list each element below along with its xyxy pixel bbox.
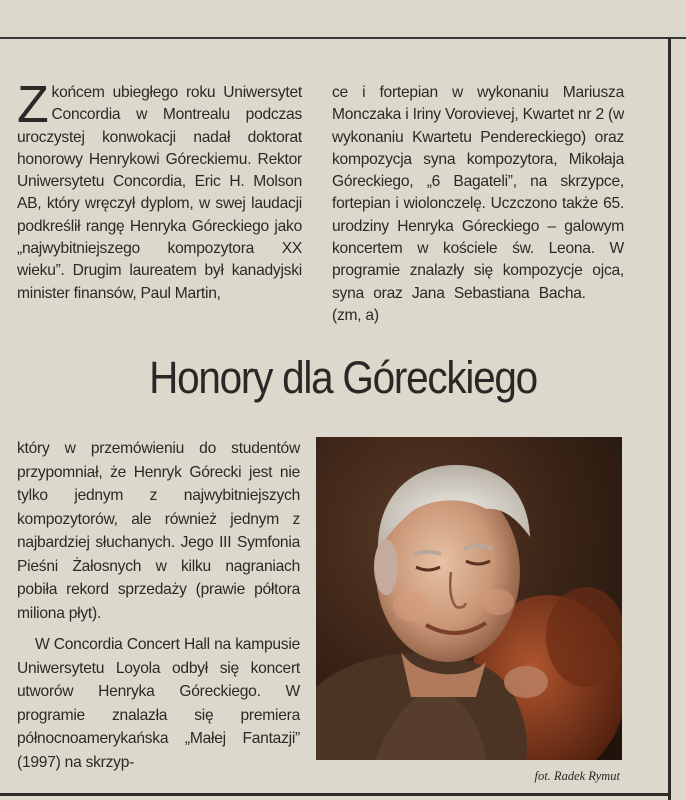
article-column-top-right bbox=[332, 82, 624, 327]
right-border-rule bbox=[668, 37, 671, 800]
drop-cap: Z bbox=[17, 76, 49, 134]
article-paragraph: który w przemówieniu do studentów przypomniał, że Henryk Górecki jest nie tylko jednym z najwybitniejszych kompozytorów, ale również jednym z najbardziej słuchanych. Jego III Symfonia Pieśni Żałosnych w kilku nagraniach pobiła rekord sprzedaży (prawie półtora miliona płyt). bbox=[17, 440, 300, 622]
article-headline: Honory dla Góreckiego bbox=[149, 352, 537, 403]
photo-caption: fot. Radek Rymut bbox=[534, 769, 620, 783]
article-paragraph: W Concordia Concert Hall na kampusie Uniwersytetu Loyola odbył się koncert utworów Henryka Góreckiego. W programie znalazła się premiera północnoamerykańska „Małej Fantazji” (1997) na skrzyp- bbox=[17, 636, 300, 771]
bottom-border-rule bbox=[0, 793, 670, 796]
article-text-continuation: ce i fortepian w wykonaniu Mariusza Monczaka i Iriny Vorovievej, Kwartet nr 2 (w wykonaniu Kwartetu Pendereckiego) oraz kompozycja syna kompozytora, Mikołaja Góreckiego, „6 Bagateli”, na skrzypce, fortepian i wiolonczelę. Uczczono także 65. urodziny Henryka Góreckiego – galowym koncertem w kościele św. Leona. W programie znalazły się kompozycje ojca, syna oraz Jana Sebastiana Bacha. bbox=[332, 84, 624, 302]
article-column-top-left bbox=[17, 76, 302, 305]
portrait-photo bbox=[316, 437, 622, 760]
top-border-rule bbox=[0, 37, 686, 39]
portrait-photo-illustration bbox=[316, 437, 622, 760]
author-signature: (zm, a) bbox=[332, 306, 379, 324]
article-column-bottom-left bbox=[17, 437, 300, 774]
article-text-intro: końcem ubiegłego roku Uniwersytet Concordia w Montrealu podczas uroczystej konwokacji nadał doktorat honorowy Henrykowi Góreckiemu. Rektor Uniwersytetu Concordia, Eric H. Molson AB, który wręczył dyplom, w swej laudacji podkreślił rangę Henryka Góreckiego jako „najwybitniejszego kompozytora XX wieku”. Drugim laureatem był kanadyjski minister finansów, Paul Martin, bbox=[17, 84, 302, 302]
